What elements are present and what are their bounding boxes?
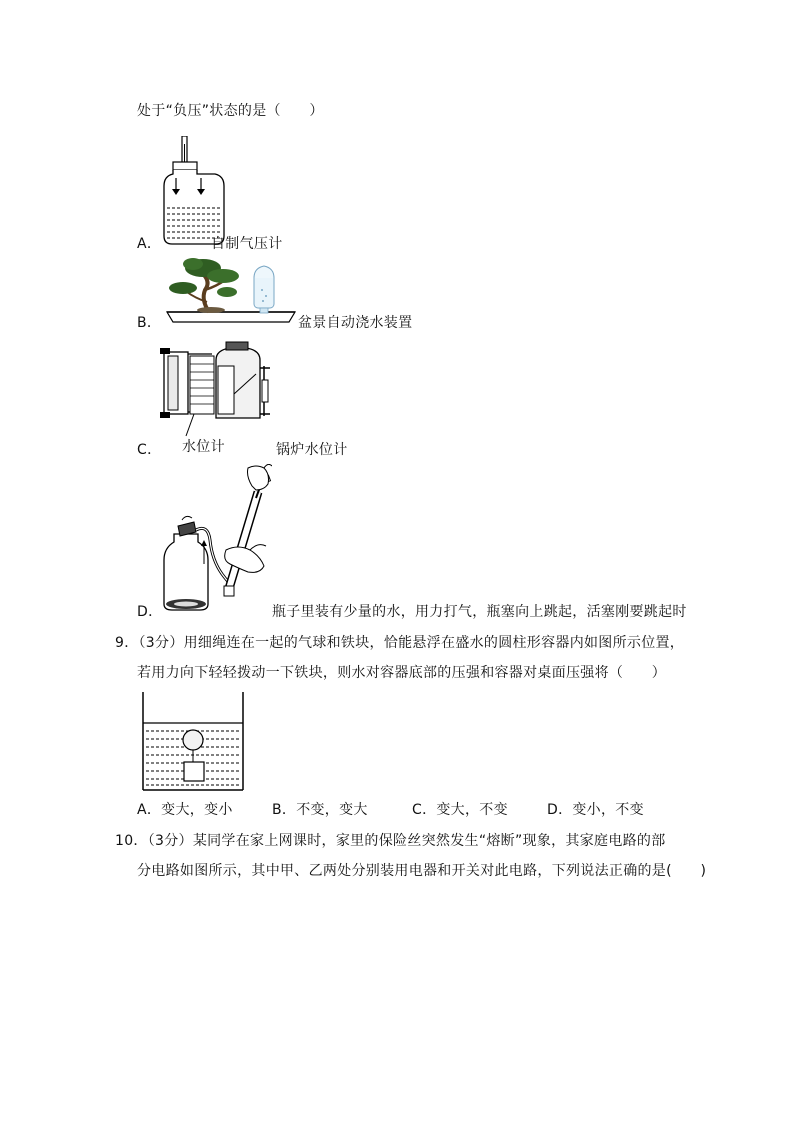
option-c-letter: C． (137, 442, 162, 458)
option-a-letter: A． (137, 236, 162, 252)
q9-option-d: D．变小，不变 (547, 802, 644, 818)
q9-option-b: B．不变，变大 (272, 802, 368, 818)
option-c-sublabel: 水位计 (182, 439, 225, 455)
option-d-letter: D． (137, 604, 163, 620)
q9-option-c: C．变大，不变 (412, 802, 508, 818)
barometer-figure (160, 136, 226, 248)
q9-line2: 若用力向下轻轻拨动一下铁块，则水对容器底部的压强和容器对桌面压强将（ ） (137, 665, 667, 681)
option-c-caption: 锅炉水位计 (276, 442, 348, 458)
q9-option-a: A．变大，变小 (137, 802, 233, 818)
container-balloon-figure (140, 690, 246, 794)
option-b-letter: B． (137, 315, 162, 331)
option-d-caption: 瓶子里装有少量的水，用力打气，瓶塞向上跳起，活塞刚要跳起时 (272, 604, 687, 620)
q10-line1: 10．（3分）某同学在家上网课时，家里的保险丝突然发生“熔断”现象，其家庭电路的部 (115, 833, 666, 849)
option-b-caption: 盆景自动浇水装置 (298, 315, 413, 331)
q10-line2: 分电路如图所示，其中甲、乙两处分别装用电器和开关对此电路，下列说法正确的是( ) (137, 863, 707, 879)
boiler-gauge-figure (160, 340, 272, 440)
bottle-pump-figure (160, 464, 272, 614)
option-a-caption: 自制气压计 (211, 236, 283, 252)
q8-stem: 处于“负压”状态的是（ ） (137, 103, 324, 119)
bonsai-watering-figure (165, 256, 297, 326)
q9-line1: 9．（3分）用细绳连在一起的气球和铁块，恰能悬浮在盛水的圆柱形容器内如图所示位置， (115, 635, 685, 651)
